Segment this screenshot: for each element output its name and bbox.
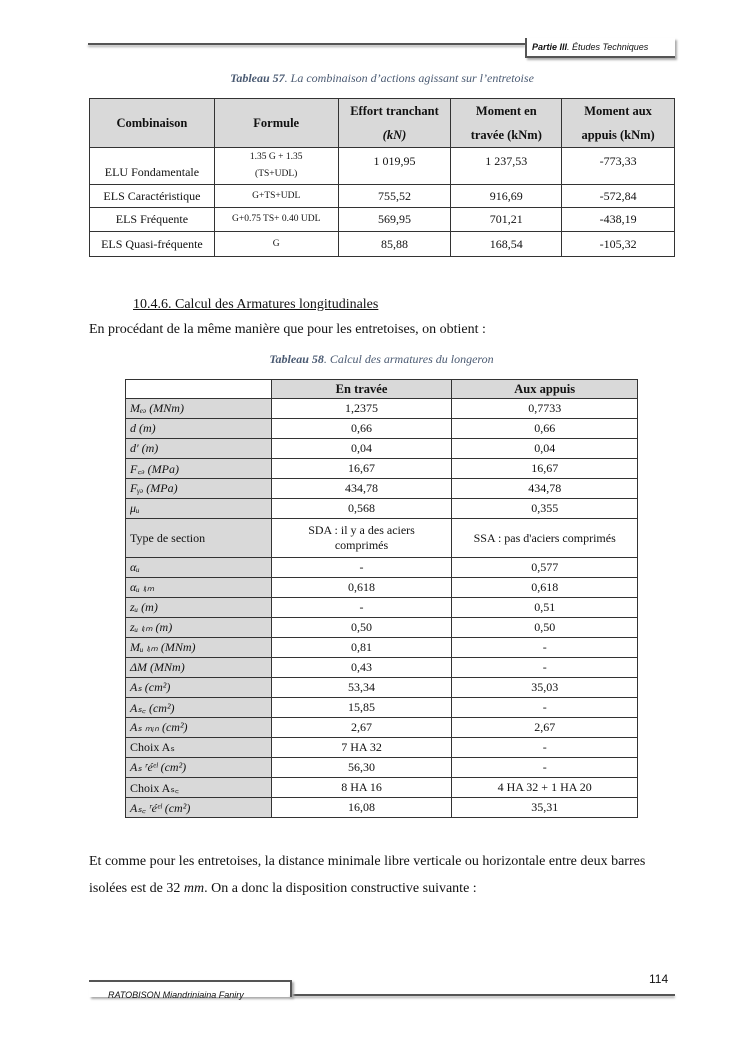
cell-aux-appuis: - xyxy=(452,758,638,778)
table-row xyxy=(90,232,675,257)
conclusion-line-2a: isolées est de 32 xyxy=(89,881,184,896)
cell-en-travee: 1,2375 xyxy=(271,399,452,419)
header-title: . Études Techniques xyxy=(567,42,649,52)
row-label: ΔM (MNm) xyxy=(126,658,272,678)
cell-aux-appuis: 0,66 xyxy=(452,419,638,439)
table-row xyxy=(126,758,638,778)
cell-moment-travee: 1 237,53 xyxy=(451,148,562,185)
table-row xyxy=(126,798,638,818)
cell-aux-appuis: 35,03 xyxy=(452,678,638,698)
row-label: Aₛ (cm²) xyxy=(126,678,272,698)
cell-effort: 85,88 xyxy=(338,232,451,257)
cell-aux-appuis: 0,51 xyxy=(452,598,638,618)
cell-effort: 755,52 xyxy=(338,185,451,208)
cell-en-travee: 0,50 xyxy=(271,618,452,638)
table58-caption-text: . Calcul des armatures du longeron xyxy=(323,352,494,366)
row-label: Choix Aₛ xyxy=(126,738,272,758)
cell-en-travee: 0,43 xyxy=(271,658,452,678)
row-label: Aₛ ₘᵢₙ (cm²) xyxy=(126,718,272,738)
cell-aux-appuis: - xyxy=(452,638,638,658)
cell-aux-appuis: - xyxy=(452,738,638,758)
cell-en-travee: 16,08 xyxy=(271,798,452,818)
cell-formule xyxy=(214,148,338,185)
table-row xyxy=(126,419,638,439)
row-label: αᵤ xyxy=(126,558,272,578)
row-label: zᵤ ₗᵢₘ (m) xyxy=(126,618,272,638)
th-combinaison: Combinaison xyxy=(90,99,215,148)
table57-caption-num: Tableau 57 xyxy=(230,71,285,85)
header-part: Partie III xyxy=(532,42,568,52)
table-row xyxy=(126,499,638,519)
cell-en-travee: - xyxy=(271,558,452,578)
cell-combinaison: ELS Fréquente xyxy=(90,208,215,232)
row-label: Type de section xyxy=(126,519,272,558)
cell-en-travee: 0,66 xyxy=(271,419,452,439)
cell-en-travee: 434,78 xyxy=(271,479,452,499)
table-row xyxy=(126,519,638,558)
table-row xyxy=(126,439,638,459)
row-label: Mₑₔ (MNm) xyxy=(126,399,272,419)
table-row xyxy=(126,578,638,598)
table-row xyxy=(126,778,638,798)
cell-aux-appuis: - xyxy=(452,698,638,718)
section-title: 10.4.6. Calcul des Armatures longitudinales xyxy=(133,297,379,312)
table-58 xyxy=(125,379,638,818)
cell-en-travee: - xyxy=(271,598,452,618)
page-number: 114 xyxy=(649,972,669,986)
cell-en-travee: 0,04 xyxy=(271,439,452,459)
table-row xyxy=(126,459,638,479)
row-label: d (m) xyxy=(126,419,272,439)
cell-moment-appuis: -572,84 xyxy=(562,185,675,208)
cell-aux-appuis: 434,78 xyxy=(452,479,638,499)
row-label: μᵤ xyxy=(126,499,272,519)
table-row xyxy=(90,148,675,185)
cell-moment-travee: 168,54 xyxy=(451,232,562,257)
table57-caption xyxy=(89,71,675,86)
cell-en-travee: 0,81 xyxy=(271,638,452,658)
cell-aux-appuis: 2,67 xyxy=(452,718,638,738)
th-moment-appuis-line1: Moment aux xyxy=(584,104,652,118)
row-label: Aₛ꜀ ʳéᵉˡ (cm²) xyxy=(126,798,272,818)
cell-en-travee: 15,85 xyxy=(271,698,452,718)
row-label: d' (m) xyxy=(126,439,272,459)
table-row xyxy=(126,479,638,499)
table-row xyxy=(126,658,638,678)
row-label: Aₛ꜀ (cm²) xyxy=(126,698,272,718)
table58-caption xyxy=(125,352,638,367)
header-text xyxy=(532,42,648,52)
footer-rule xyxy=(290,994,675,996)
th-moment-travee xyxy=(451,99,562,148)
row-label: Choix Aₛ꜀ xyxy=(126,778,272,798)
th-aux-appuis: Aux appuis xyxy=(452,380,638,399)
row-label: Aₛ ʳéᵉˡ (cm²) xyxy=(126,758,272,778)
cell-aux-appuis: 0,7733 xyxy=(452,399,638,419)
cell-formule: G+0.75 TS+ 0.40 UDL xyxy=(214,208,338,232)
cell-moment-appuis: -773,33 xyxy=(562,148,675,185)
th-effort-line1: Effort tranchant xyxy=(350,104,439,118)
table-57 xyxy=(89,98,675,257)
cell-en-travee: 16,67 xyxy=(271,459,452,479)
cell-en-travee: 53,34 xyxy=(271,678,452,698)
footer-author: RATOBISON Miandriniaina Faniry xyxy=(108,990,244,1000)
table-row xyxy=(90,208,675,232)
table-row xyxy=(90,185,675,208)
cell-en-travee: 56,30 xyxy=(271,758,452,778)
th-moment-appuis xyxy=(562,99,675,148)
cell-aux-appuis: 0,04 xyxy=(452,439,638,459)
cell-en-travee: 8 HA 16 xyxy=(271,778,452,798)
table-row xyxy=(126,399,638,419)
cell-effort: 1 019,95 xyxy=(338,148,451,185)
th-en-travee: En travée xyxy=(271,380,452,399)
cell-aux-appuis: 0,50 xyxy=(452,618,638,638)
cell-formule-line1: 1.35 G + 1.35 xyxy=(249,152,303,162)
cell-aux-appuis: 35,31 xyxy=(452,798,638,818)
cell-en-travee: SDA : il y a des aciers comprimés xyxy=(271,519,452,558)
table-row xyxy=(126,598,638,618)
th-moment-appuis-line2: appuis (kNm) xyxy=(581,128,655,142)
table-row xyxy=(126,718,638,738)
row-label: Fᵧₔ (MPa) xyxy=(126,479,272,499)
table-row xyxy=(126,698,638,718)
table-row xyxy=(126,558,638,578)
row-label: F꜀ₔ (MPa) xyxy=(126,459,272,479)
cell-en-travee: 2,67 xyxy=(271,718,452,738)
th-empty xyxy=(126,380,272,399)
cell-formule: G xyxy=(214,232,338,257)
cell-en-travee: 0,568 xyxy=(271,499,452,519)
table-row xyxy=(126,738,638,758)
cell-aux-appuis: - xyxy=(452,658,638,678)
th-moment-travee-line2: travée (kNm) xyxy=(470,128,542,142)
table-row xyxy=(126,638,638,658)
cell-aux-appuis: 0,355 xyxy=(452,499,638,519)
conclusion-line-2b: . On a donc la disposition constructive suivante : xyxy=(204,881,477,896)
th-moment-travee-line1: Moment en xyxy=(475,104,537,118)
cell-en-travee: 0,618 xyxy=(271,578,452,598)
cell-moment-travee: 916,69 xyxy=(451,185,562,208)
table58-caption-num: Tableau 58 xyxy=(269,352,324,366)
th-formule: Formule xyxy=(214,99,338,148)
cell-moment-appuis: -438,19 xyxy=(562,208,675,232)
conclusion-unit: mm xyxy=(183,881,205,896)
header-rule xyxy=(88,43,525,45)
cell-formule: G+TS+UDL xyxy=(214,185,338,208)
cell-aux-appuis: 0,577 xyxy=(452,558,638,578)
row-label: αᵤ ₗᵢₘ xyxy=(126,578,272,598)
cell-combinaison: ELS Quasi-fréquente xyxy=(90,232,215,257)
conclusion-line-1: Et comme pour les entretoises, la distance minimale libre verticale ou horizontale entre deux barres xyxy=(89,854,646,869)
table-row xyxy=(126,678,638,698)
cell-aux-appuis: SSA : pas d'aciers comprimés xyxy=(452,519,638,558)
cell-combinaison: ELS Caractéristique xyxy=(90,185,215,208)
intro-paragraph: En procédant de la même manière que pour les entretoises, on obtient : xyxy=(89,322,486,337)
table58-body xyxy=(126,399,638,818)
row-label: Mᵤ ₗᵢₘ (MNm) xyxy=(126,638,272,658)
cell-combinaison: ELU Fondamentale xyxy=(90,148,215,185)
cell-aux-appuis: 0,618 xyxy=(452,578,638,598)
th-effort xyxy=(338,99,451,148)
cell-aux-appuis: 16,67 xyxy=(452,459,638,479)
cell-moment-travee: 701,21 xyxy=(451,208,562,232)
cell-aux-appuis: 4 HA 32 + 1 HA 20 xyxy=(452,778,638,798)
conclusion-line-2 xyxy=(89,881,477,897)
row-label: zᵤ (m) xyxy=(126,598,272,618)
table57-caption-text: . La combinaison d’actions agissant sur l’entretoise xyxy=(284,71,534,85)
cell-en-travee: 7 HA 32 xyxy=(271,738,452,758)
th-effort-line2: (kN) xyxy=(382,128,407,142)
cell-moment-appuis: -105,32 xyxy=(562,232,675,257)
cell-formule-line2: (TS+UDL) xyxy=(255,169,298,179)
cell-effort: 569,95 xyxy=(338,208,451,232)
table-row xyxy=(126,618,638,638)
